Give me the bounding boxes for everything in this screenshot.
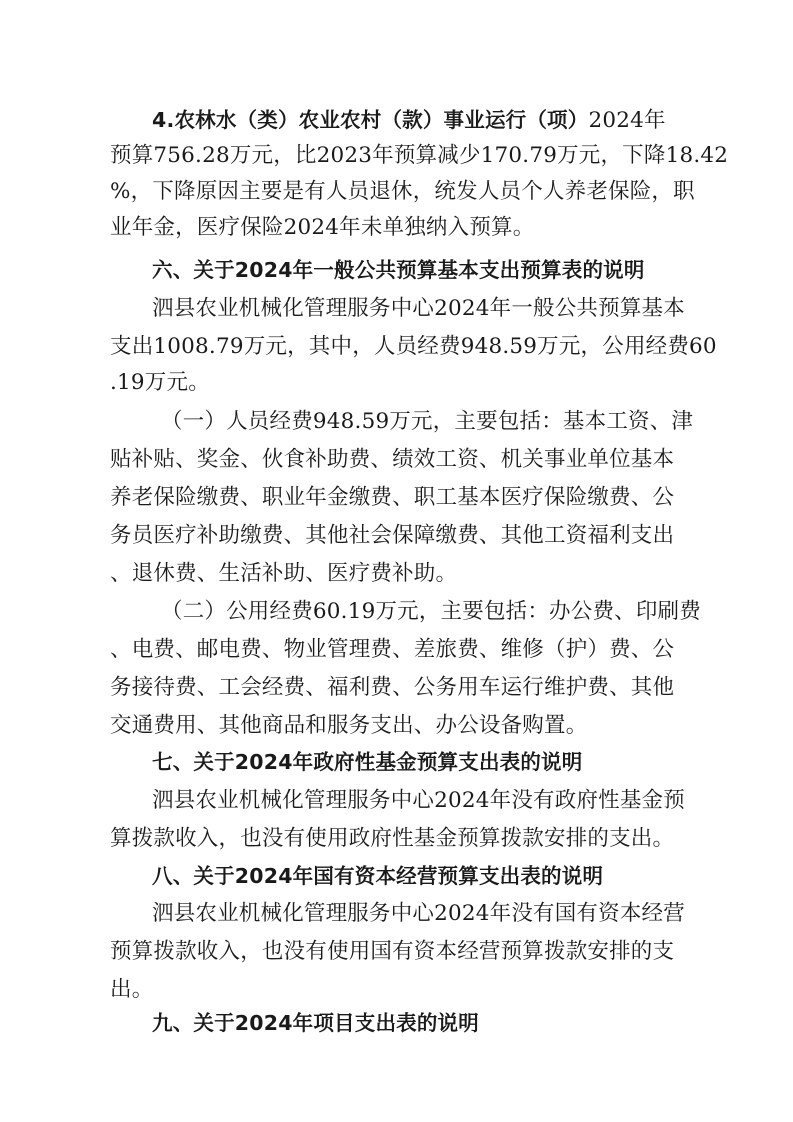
section-heading-text: 九、关于2024年项目支出表的说明 [152,1011,479,1035]
doc-text: 泗县农业机械化管理服务中心2024年一般公共预算基本 [152,296,685,321]
doc-text: 务接待费、工会经费、福利费、公务用车运行维护费、其他 [110,675,675,700]
doc-text: 支出1008.79万元，其中，人员经费948.59万元，公用经费60 [110,334,717,359]
doc-line [110,365,210,401]
doc-line [161,594,701,630]
doc-text: .19万元。 [110,370,210,395]
doc-line [110,174,695,210]
doc-text: 预算756.28万元，比2023年预算减少170.79万元，下降18.42 [110,143,729,168]
doc-line [110,934,674,970]
section-heading [152,1005,479,1041]
doc-text: 务员医疗补助缴费、其他社会保障缴费、其他工资福利支出 [110,523,675,548]
doc-line [152,291,685,327]
doc-line [110,210,534,246]
section-heading-text: 七、关于2024年政府性基金预算支出表的说明 [152,750,583,774]
section-heading-text: 八、关于2024年国有资本经营预算支出表的说明 [152,864,604,888]
doc-text: 、退休费、生活补助、医疗费补助。 [110,561,458,586]
doc-line [110,329,717,365]
doc-text: 预算拨款收入，也没有使用国有资本经营预算拨款安排的支 [110,939,675,964]
doc-line [110,670,674,706]
section-heading [152,252,645,288]
doc-text: 泗县农业机械化管理服务中心2024年没有国有资本经营 [152,901,685,926]
doc-text: 出。 [110,977,154,1002]
doc-line [152,896,685,932]
section-heading [152,858,603,894]
doc-line [110,138,728,174]
doc-line [110,821,674,857]
doc-line [110,556,457,592]
doc-text: 业年金，医疗保险2024年未单独纳入预算。 [110,215,535,240]
section-heading [152,744,582,780]
doc-line [152,783,685,819]
doc-line [152,102,666,138]
doc-text: 交通费用、其他商品和服务支出、办公设备购置。 [110,713,588,738]
doc-text: 、电费、邮电费、物业管理费、差旅费、维修（护）费、公 [110,637,675,662]
doc-text: %，下降原因主要是有人员退休，统发人员个人养老保险，职 [110,179,695,204]
doc-line [110,632,674,668]
doc-text: 养老保险缴费、职业年金缴费、职工基本医疗保险缴费、公 [110,485,675,510]
doc-line [110,480,674,516]
doc-text: （二）公用经费60.19万元，主要包括：办公费、印刷费 [161,599,701,624]
item-text: 2024年 [588,108,666,133]
doc-line [161,404,693,440]
item-heading: 4.农林水（类）农业农村（款）事业运行（项） [152,108,589,132]
doc-line [110,442,674,478]
doc-text: 算拨款收入，也没有使用政府性基金预算拨款安排的支出。 [110,826,675,851]
doc-line [110,972,153,1008]
doc-text: 泗县农业机械化管理服务中心2024年没有政府性基金预 [152,788,685,813]
doc-text: 贴补贴、奖金、伙食补助费、绩效工资、机关事业单位基本 [110,447,675,472]
doc-line [110,708,587,744]
section-heading-text: 六、关于2024年一般公共预算基本支出预算表的说明 [152,258,645,282]
doc-text: （一）人员经费948.59万元，主要包括：基本工资、津 [161,409,694,434]
doc-line [110,518,674,554]
